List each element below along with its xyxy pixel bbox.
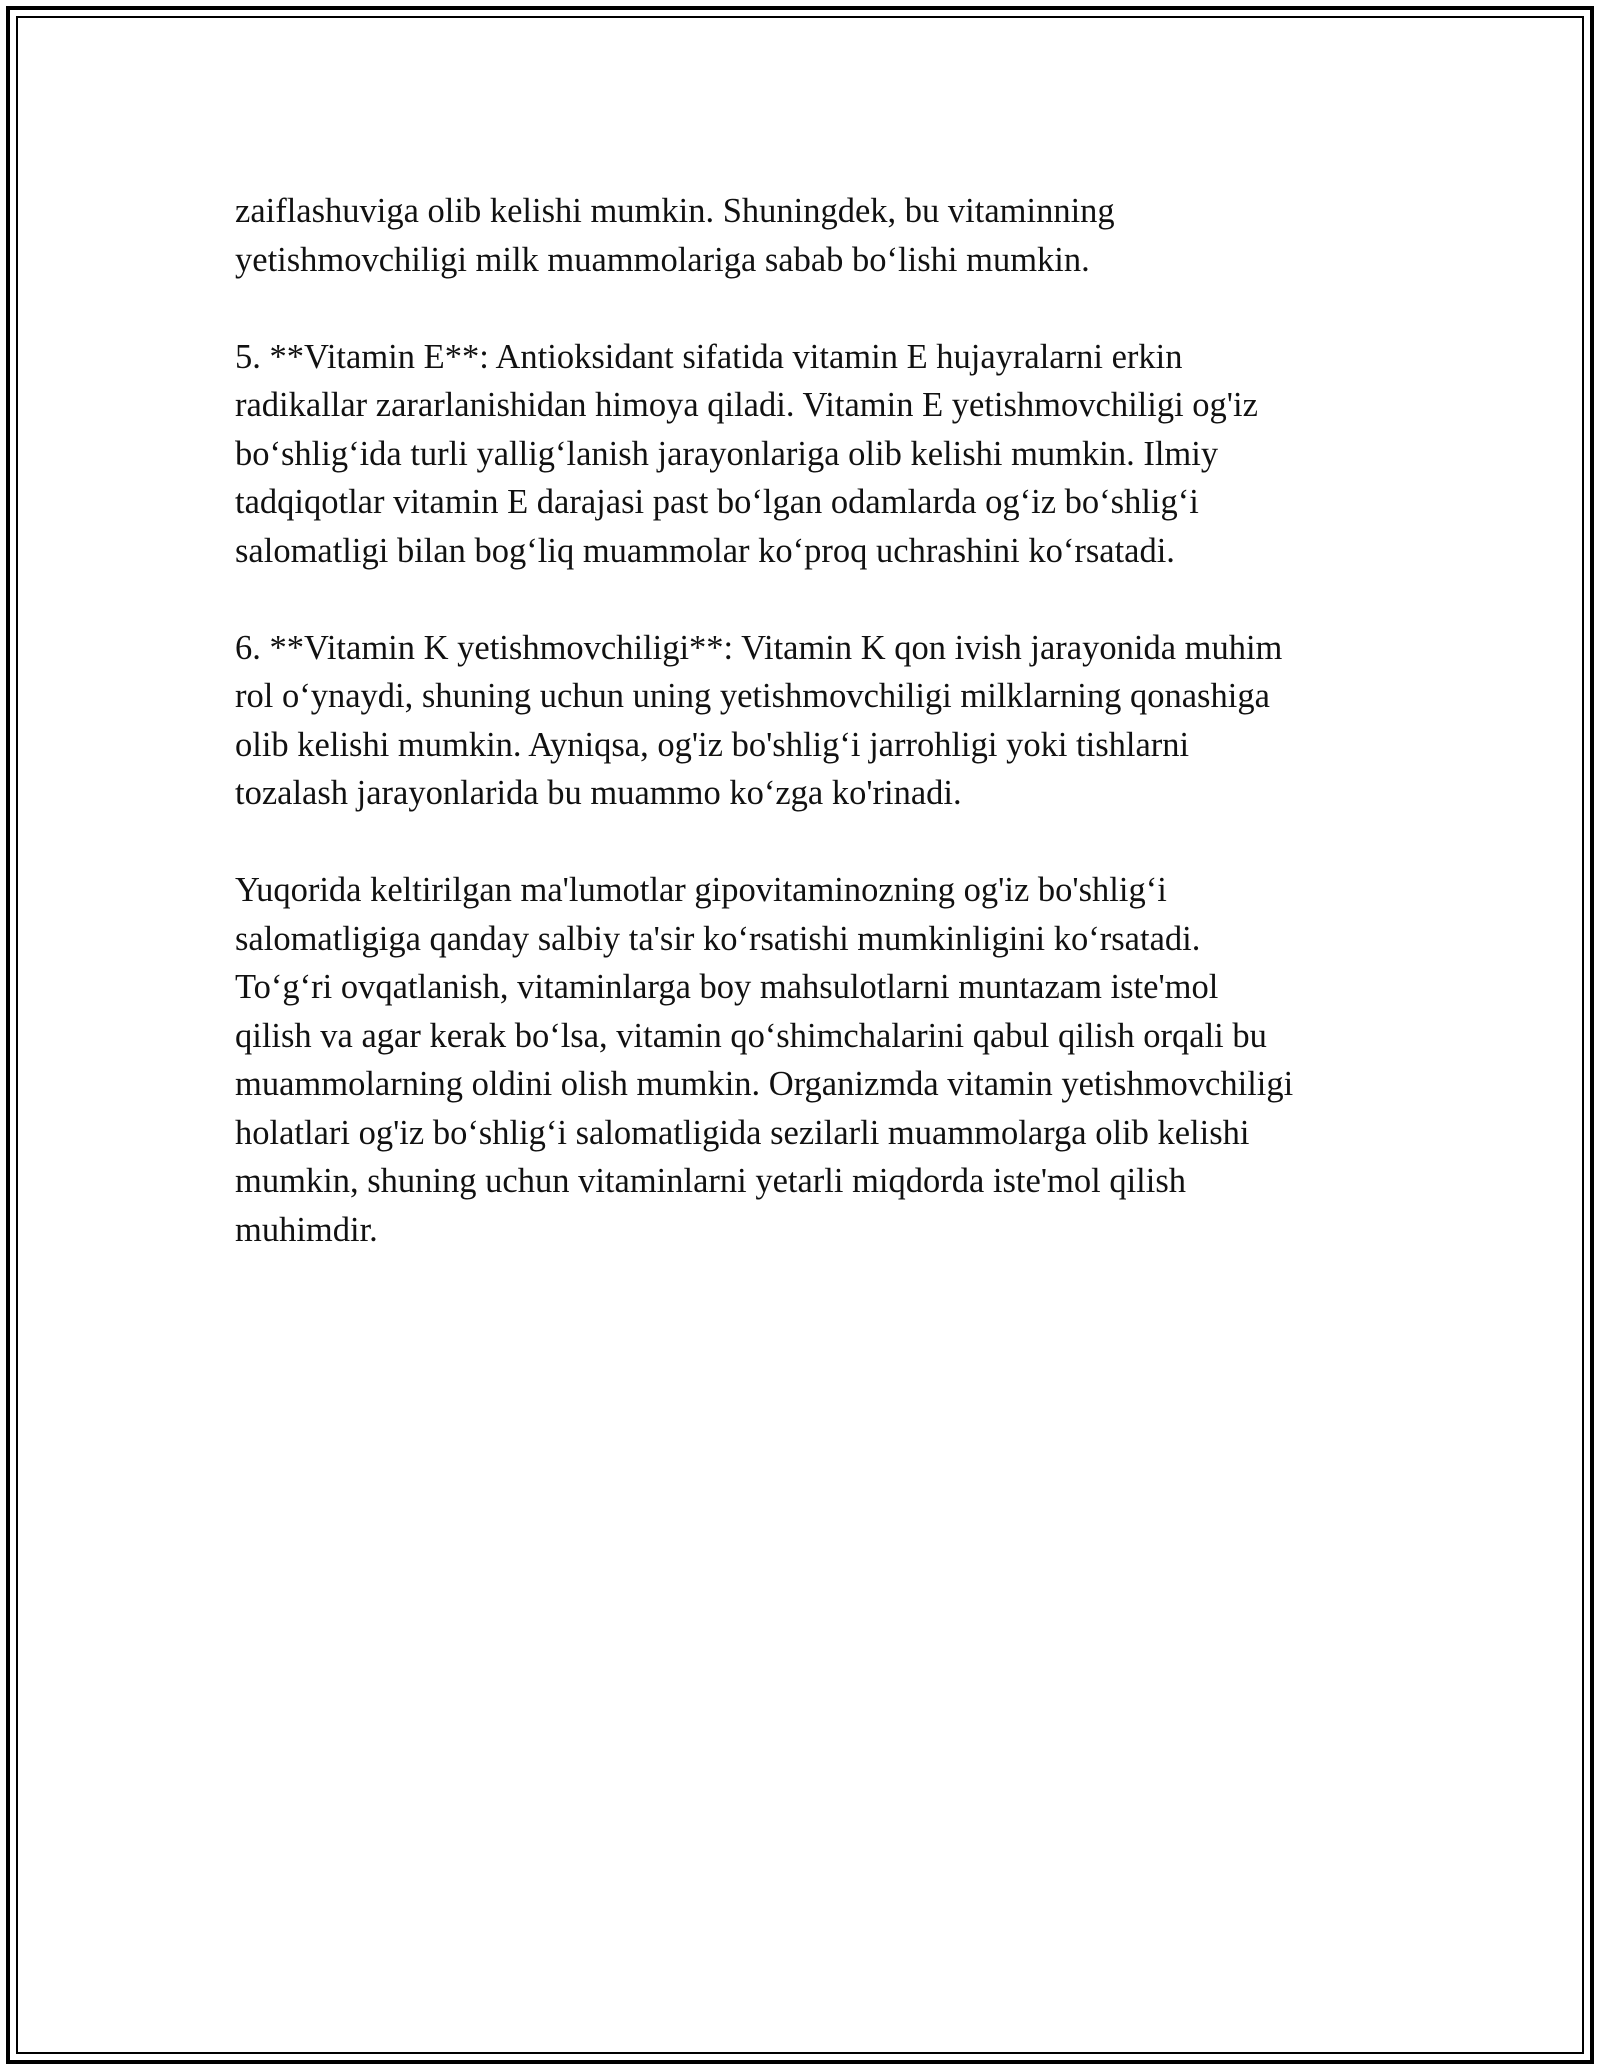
paragraph-conclusion [235, 866, 1385, 1254]
text-line: olib kelishi mumkin. Ayniqsa, og'iz bo'shlig‘i jarrohligi yoki tishlarni [235, 725, 1190, 764]
text-line: qilish va agar kerak bo‘lsa, vitamin qo‘shimchalarini qabul qilish orqali bu [235, 1016, 1267, 1055]
text-line: salomatligi bilan bog‘liq muammolar ko‘proq uchrashini ko‘rsatadi. [235, 531, 1175, 570]
text-line: tadqiqotlar vitamin E darajasi past bo‘lgan odamlarda og‘iz bo‘shlig‘i [235, 483, 1199, 521]
paragraph-continuation [235, 187, 1385, 284]
text-line: Yuqorida keltirilgan ma'lumotlar gipovitaminozning og'iz bo'shlig‘i [235, 871, 1167, 909]
text-line: salomatligiga qanday salbiy ta'sir ko‘rsatishi mumkinligini ko‘rsatadi. [235, 919, 1201, 958]
text-line: tozalash jarayonlarida bu muammo ko‘zga ko'rinadi. [235, 774, 962, 812]
text-line: yetishmovchiligi milk muammolariga sabab bo‘lishi mumkin. [235, 240, 1090, 279]
text-line: radikallar zararlanishidan himoya qiladi. Vitamin E yetishmovchiligi og'iz [235, 386, 1258, 424]
text-line: muammolarning oldini olish mumkin. Organizmda vitamin yetishmovchiligi [235, 1065, 1294, 1103]
text-line: zaiflashuviga olib kelishi mumkin. Shuningdek, bu vitaminning [235, 192, 1115, 230]
paragraph-vitamin-e [235, 333, 1385, 576]
document-body [235, 187, 1385, 1303]
text-line: 6. **Vitamin K yetishmovchiligi**: Vitamin K qon ivish jarayonida muhim [235, 628, 1283, 667]
text-line: muhimdir. [235, 1210, 378, 1249]
paragraph-vitamin-k [235, 624, 1385, 818]
text-line: holatlari og'iz bo‘shlig‘i salomatligida sezilarli muammolarga olib kelishi [235, 1113, 1250, 1152]
text-line: mumkin, shuning uchun vitaminlarni yetarli miqdorda iste'mol qilish [235, 1162, 1187, 1200]
text-line: bo‘shlig‘ida turli yallig‘lanish jarayonlariga olib kelishi mumkin. Ilmiy [235, 434, 1219, 473]
text-line: To‘g‘ri ovqatlanish, vitaminlarga boy mahsulotlarni muntazam iste'mol [235, 968, 1219, 1006]
text-line: 5. **Vitamin E**: Antioksidant sifatida vitamin E hujayralarni erkin [235, 337, 1183, 376]
text-line: rol o‘ynaydi, shuning uchun uning yetishmovchiligi milklarning qonashiga [235, 677, 1270, 715]
